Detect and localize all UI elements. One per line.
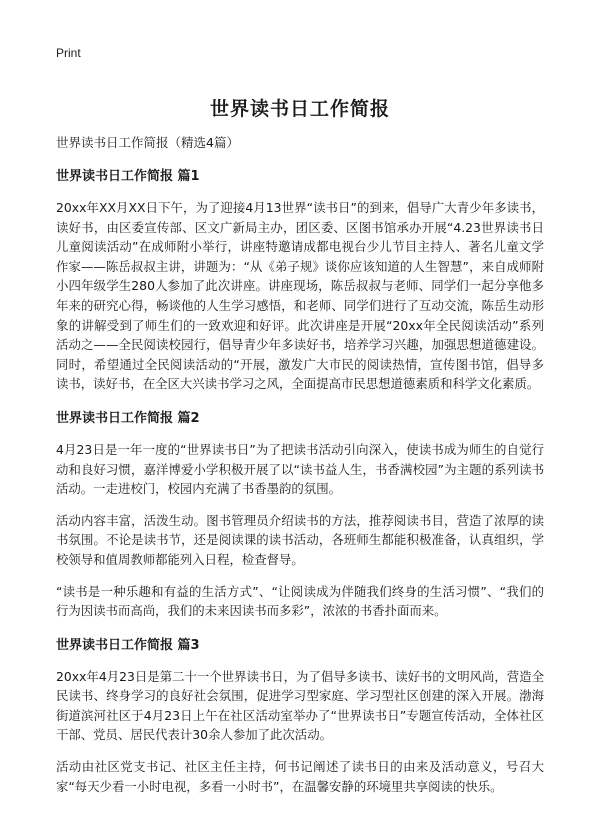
section-2-paragraph-1: 4月23日是一年一度的“世界读书日”为了把读书活动引向深入，使读书成为师生的自觉行动和良好习惯，嘉洋博爱小学积极开展了以“读书益人生，书香满校园”为主题的系列读书活动。一走进校门，校园内充满了书香墨韵的氛围。 bbox=[56, 441, 544, 497]
section-3-paragraph-1: 20xx年4月23日是第二十一个世界读书日，为了倡导多读书、读好书的文明风尚，营造全民读书、终身学习的良好社会氛围，促进学习型家庭、学习型社区创建的深入开展。渤海街道滨河社区于4月23日上午在社区活动室举办了“世界读书日”专题宣传活动，全体社区干部、党员、居民代表计30余人参加了此次活动。 bbox=[56, 668, 544, 743]
section-1-paragraph-1: 20xx年XX月XX日下午，为了迎接4月13世界“读书日”的到来，倡导广大青少年多读书，读好书，由区委宣传部、区文广新局主办，团区委、区图书馆承办开展“4.23世界读书日儿童阅读活动”在成师附小举行，讲座特邀请成都电视台少儿节目主持人、著名儿童文学作家——陈岳叔叔主讲，讲题为：“从《弟子规》谈你应该知道的人生智慧”，来自成师附小四年级学生280人参加了此次讲座。讲座现场，陈岳叔叔与老师、同学们一起分享他多年来的研究心得，畅谈他的人生学习感悟，和老师、同学们进行了互动交流，陈岳生动形象的讲解受到了师生们的一致欢迎和好评。此次讲座是开展“20xx年全民阅读活动”系列活动之——全民阅读校园行，倡导青少年多读好书，培养学习兴趣，加强思想道德建设。同时，希望通过全民阅读活动的“开展，激发广大市民的阅读热情，宣传图书馆，倡导多读书，读好书，在全区大兴读书学习之风，全面提高市民思想道德素质和科学文化素质。 bbox=[56, 200, 544, 392]
section-heading-1: 世界读书日工作简报 篇1 bbox=[56, 169, 200, 184]
section-2-paragraph-3: “读书是一种乐趣和有益的生活方式”、“让阅读成为伴随我们终身的生活习惯”、“我们的行为因读书而高尚，我们的未来因读书而多彩”，浓浓的书香扑面而来。 bbox=[56, 583, 544, 619]
section-heading-3: 世界读书日工作简报 篇3 bbox=[56, 637, 200, 653]
section-3-paragraph-2: 活动由社区党支书记、社区主任主持，何书记阐述了读书日的由来及活动意义，号召大家“每天少看一小时电视，多看一小时书”，在温馨安静的环境里共享阅读的快乐。 bbox=[56, 759, 544, 794]
section-2-paragraph-2: 活动内容丰富，活泼生动。图书管理员介绍读书的方法，推荐阅读书目，营造了浓厚的读书氛围。不论是读书节，还是阅读课的读书活动，各班师生都能积极准备，认真组织，学校领导和值周教师都能列入日程，检查督导。 bbox=[56, 512, 544, 567]
section-heading-2: 世界读书日工作简报 篇2 bbox=[56, 410, 200, 426]
document-subtitle: 世界读书日工作简报（精选4篇） bbox=[56, 135, 239, 150]
page-title: 世界读书日工作简报 bbox=[209, 98, 390, 120]
print-label[interactable]: Print bbox=[56, 46, 81, 60]
